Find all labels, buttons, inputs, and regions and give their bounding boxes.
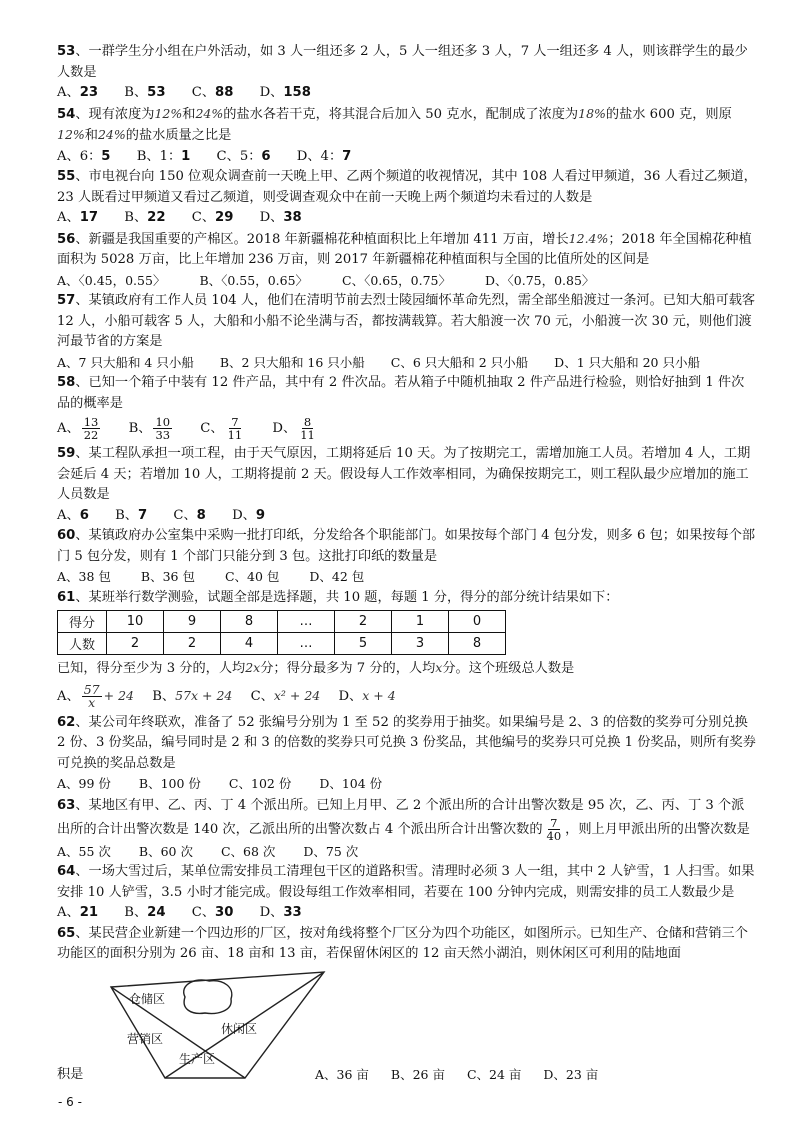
options-61 (57, 680, 757, 713)
table-row (58, 633, 506, 655)
question-page (57, 42, 757, 1085)
option-c: C、〈0.65，0.75〉 (342, 272, 452, 288)
question-text: 、新疆是我国重要的产棉区。2018 年新疆棉花种植面积比上年增加 411 万亩，增长 (75, 231, 569, 247)
question-55 (57, 167, 757, 208)
options-56 (57, 271, 757, 292)
question-text: 、一群学生分小组在户外活动，如 3 人一组还多 2 人，5 人一组还多 3 人，7 人一组还多 4 人，则该群学生的最少人数是 (57, 44, 748, 80)
label-production-zone: 生产区 (179, 1051, 216, 1066)
option-a: A、36 亩 (315, 1066, 369, 1082)
fraction: $\frac{57}{x}$ (83, 681, 100, 710)
question-text: ；2018 年全国棉花种植面积为 5028 万亩，比上年增加 236 万亩，则 2017 年新疆棉花种植面积与全国的比值所处的区间是 (57, 231, 752, 267)
question-text: 、某地区有甲、乙、丙、丁 4 个派出所。已知上月甲、乙 2 个派出所的合计出警次数是 95 次，乙、丙、丁 3 个派出所的合计出警次数是 140 次，乙派出所的出警次数占 4 个派出所合计出警次数的 (57, 797, 745, 837)
option-a: A、6：5 (57, 148, 111, 164)
lake-shape (184, 979, 232, 1013)
option-b: B、〈0.55，0.65〉 (199, 272, 309, 288)
option-b: B、22 (124, 210, 166, 225)
option-b: B、100 份 (138, 776, 201, 791)
math-percent: 18% (578, 105, 606, 121)
question-number: 54 (57, 106, 76, 122)
question-text: 的盐水质量之比是 (125, 128, 232, 143)
option-c: C、68 次 (220, 843, 276, 859)
question-number: 63 (57, 797, 76, 813)
option-a: A、〈0.45，0.55〉 (57, 272, 166, 288)
question-54 (57, 104, 757, 147)
question-text: 、某公司年终联欢，准备了 52 张编号分别为 1 至 52 的奖券用于抽奖。如果编号是 2、3 的倍数的奖券可分别兑换 2 份、3 份奖品，编号同时是 2 和 3 的倍数的奖券只可兑换 3 份奖品，其他编号的奖券只可兑换 1 份奖品，则所有奖券可兑换的奖品总数是 (57, 714, 756, 771)
question-number: 62 (57, 714, 76, 730)
question-text: 、某工程队承担一项工程，由于天气原因，工期将延后 10 天。为了按期完工，需增加施工人员。若增加 4 人，工期会延后 4 天；若增加 10 人，工期将提前 2 天。假设每人工作效率相同，为确保按期完工，则工程队最少应增加的施工人员数是 (57, 446, 751, 502)
option-a: A、21 (57, 905, 99, 920)
question-text: 、某镇政府有工作人员 104 人，他们在清明节前去烈士陵园缅怀革命先烈，需全部坐船渡过一条河。已知大船可载客 12 人，小船可载客 5 人，大船和小船不论坐满与否，都按满载算。若大船渡一次 70 元，小船渡一次 30 元，则他们渡河最节省的方案是 (57, 293, 756, 349)
option-b: B、7 (115, 507, 148, 523)
fraction: $\frac{10}{33}$ (155, 415, 171, 442)
question-57 (57, 291, 757, 353)
option-c: C、88 (191, 85, 234, 100)
label-marketing-zone: 营销区 (127, 1031, 164, 1046)
question-65-figure-row (57, 965, 757, 1085)
score-table (57, 610, 506, 655)
question-65 (57, 924, 757, 965)
question-61-condition (57, 658, 757, 680)
option-b: B、24 (124, 905, 166, 920)
option-d: D、1 只大船和 20 只小船 (554, 354, 700, 370)
question-text: 、某班举行数学测验，试题全部是选择题，共 10 题，每题 1 分，得分的部分统计结果如下： (75, 589, 619, 605)
options-53 (57, 83, 757, 104)
option-a: A、7 只大船和 4 只小船 (57, 354, 194, 370)
table-header-cell: 人数 (58, 633, 107, 655)
question-text: ，则上月甲派出所的出警次数是 (565, 821, 750, 837)
option-c: C、102 份 (228, 776, 292, 791)
math-percent: 12.4% (568, 230, 609, 246)
question-number: 60 (57, 528, 76, 543)
question-59 (57, 444, 757, 506)
options-59 (57, 506, 757, 527)
option-b: B、36 包 (140, 569, 195, 584)
question-text: 、现有浓度为 (75, 106, 155, 122)
question-text: 、某镇政府办公室集中采购一批打印纸，分发给各个职能部门。如果按每个部门 4 包分发，则多 6 包；如果按每个部门 5 包分发，则有 1 个部门只能分到 3 包。这批打印纸的数量是 (57, 528, 756, 564)
option-c: C、30 (191, 905, 234, 920)
option-b: B、26 亩 (390, 1066, 445, 1082)
fraction: $\frac{7}{11}$ (227, 415, 243, 442)
option-c: C、29 (191, 210, 234, 225)
table-cell: 2 (335, 611, 392, 633)
math-percent: 24% (195, 105, 224, 121)
option-a: A、55 次 (57, 843, 111, 859)
quadrilateral-outline (111, 972, 324, 1078)
option-d: D、x + 4 (338, 687, 396, 704)
table-cell: 5 (335, 633, 392, 655)
question-number: 64 (57, 864, 76, 879)
table-cell: … (278, 611, 335, 633)
question-56 (57, 229, 757, 271)
question-text: 和 (84, 128, 98, 143)
question-number: 57 (57, 293, 76, 308)
table-cell: 2 (164, 633, 221, 655)
option-d: D、9 (232, 507, 266, 523)
option-c: C、24 亩 (466, 1066, 522, 1082)
question-number: 58 (57, 375, 76, 390)
option-a: A、6 (57, 507, 89, 523)
fraction: $\frac{13}{22}$ (83, 415, 99, 442)
option-b: B、 $\frac{10}{33}$ (128, 415, 171, 442)
option-d: D、33 (259, 905, 302, 920)
option-c: C、5：6 (216, 148, 271, 164)
page-number: - 6 - (58, 1095, 82, 1109)
question-number: 59 (57, 446, 76, 461)
table-cell: 0 (449, 611, 506, 633)
options-60 (57, 567, 757, 588)
option-c: C、 $\frac{7}{11}$ (200, 415, 243, 442)
option-a: A、 $\frac{57}{x}$ + 24 (57, 681, 134, 710)
question-58 (57, 373, 757, 414)
option-d: D、38 (259, 210, 302, 225)
option-b: B、53 (124, 85, 166, 100)
options-55 (57, 208, 757, 229)
option-d: D、42 包 (309, 569, 365, 584)
option-c: C、x² + 24 (250, 687, 321, 704)
math-expr: x (435, 660, 443, 675)
table-row (58, 611, 506, 633)
options-65 (315, 1065, 598, 1085)
option-c: C、8 (173, 507, 206, 523)
option-d: D、4：7 (296, 148, 352, 164)
label-storage-zone: 仓储区 (129, 991, 166, 1006)
question-text: 的盐水各若干克，将其混合后加入 50 克水，配制成了浓度为 (223, 106, 579, 122)
options-58 (57, 414, 757, 444)
fraction: $\frac{7}{40}$ (546, 815, 562, 843)
question-text: 积是 (57, 1066, 84, 1082)
question-text: 、某民营企业新建一个四边形的厂区，按对角线将整个厂区分为四个功能区，如图所示。已知生产、仓储和营销三个功能区的面积分别为 26 亩、18 亩和 13 亩，若保留休闲区的 12 亩天然小湖泊，则休闲区可利用的陆地面 (57, 925, 748, 961)
option-b: B、1：1 (136, 148, 191, 164)
question-number: 61 (57, 589, 76, 605)
question-text: 分。这个班级总人数是 (442, 661, 575, 676)
question-number: 56 (57, 231, 76, 247)
math-expr: 2x (245, 660, 261, 675)
table-cell: 9 (164, 611, 221, 633)
option-a: A、99 份 (57, 776, 111, 791)
options-64 (57, 903, 757, 924)
question-number: 53 (57, 44, 76, 59)
option-d: D、23 亩 (543, 1066, 599, 1082)
question-64 (57, 862, 757, 903)
option-d: D、〈0.75，0.85〉 (485, 272, 595, 288)
question-61 (57, 588, 757, 609)
table-cell: 2 (107, 633, 164, 655)
option-d: D、104 份 (319, 776, 383, 791)
fraction: $\frac{8}{11}$ (300, 415, 315, 442)
question-text: 的盐水 600 克，则原 (605, 106, 732, 122)
question-60 (57, 526, 757, 567)
math-percent: 12% (57, 127, 85, 142)
option-a: A、38 包 (57, 569, 111, 584)
option-b: B、57x + 24 (152, 687, 233, 704)
question-text: 、市电视台向 150 位观众调查前一天晚上甲、乙两个频道的收视情况，其中 108 人看过甲频道，36 人看过乙频道，23 人既看过甲频道又看过乙频道，则受调查观众中在前一天晚上两个频道均未看过的人数是 (57, 169, 757, 205)
option-a: A、17 (57, 210, 99, 225)
option-a: A、23 (57, 85, 99, 100)
table-cell: 10 (107, 611, 164, 633)
question-53 (57, 42, 757, 83)
option-d: D、75 次 (303, 843, 359, 859)
question-text: 已知，得分至少为 3 分的，人均 (57, 661, 246, 676)
table-cell: 1 (392, 611, 449, 633)
question-number: 55 (57, 169, 76, 184)
options-62 (57, 774, 757, 795)
table-cell: 3 (392, 633, 449, 655)
option-d: D、158 (259, 85, 311, 100)
option-b: B、2 只大船和 16 只小船 (219, 354, 365, 370)
options-54 (57, 147, 757, 168)
table-header-cell: 得分 (58, 611, 107, 633)
option-c: C、40 包 (224, 569, 280, 584)
option-a: A、 $\frac{13}{22}$ (57, 415, 99, 442)
table-cell: 8 (449, 633, 506, 655)
table-cell: 8 (221, 611, 278, 633)
question-text: 、一场大雪过后，某单位需安排员工清理包干区的道路积雪。清理时必须 3 人一组，其中 2 人铲雪，1 人扫雪。如果安排 10 人铲雪，3.5 小时才能完成。假设每组工作效率相同，若要在 100 分钟内完成，则需安排的员工人数最少是 (57, 864, 755, 900)
options-63 (57, 842, 757, 863)
math-percent: 12% (154, 105, 183, 121)
label-leisure-zone: 休闲区 (221, 1021, 258, 1036)
question-63 (57, 795, 757, 842)
options-57 (57, 353, 757, 374)
question-text: 和 (182, 106, 196, 122)
question-62 (57, 713, 757, 775)
question-text: 分；得分最多为 7 分的，人均 (260, 661, 436, 676)
option-b: B、60 次 (138, 843, 193, 859)
table-cell: … (278, 633, 335, 655)
table-cell: 4 (221, 633, 278, 655)
math-percent: 24% (97, 127, 126, 142)
question-text: 、已知一个箱子中装有 12 件产品，其中有 2 件次品。若从箱子中随机抽取 2 件产品进行检验，则恰好抽到 1 件次品的概率是 (57, 375, 745, 411)
option-c: C、6 只大船和 2 只小船 (390, 354, 529, 370)
question-number: 65 (57, 925, 76, 941)
option-d: D、 $\frac{8}{11}$ (272, 415, 315, 442)
